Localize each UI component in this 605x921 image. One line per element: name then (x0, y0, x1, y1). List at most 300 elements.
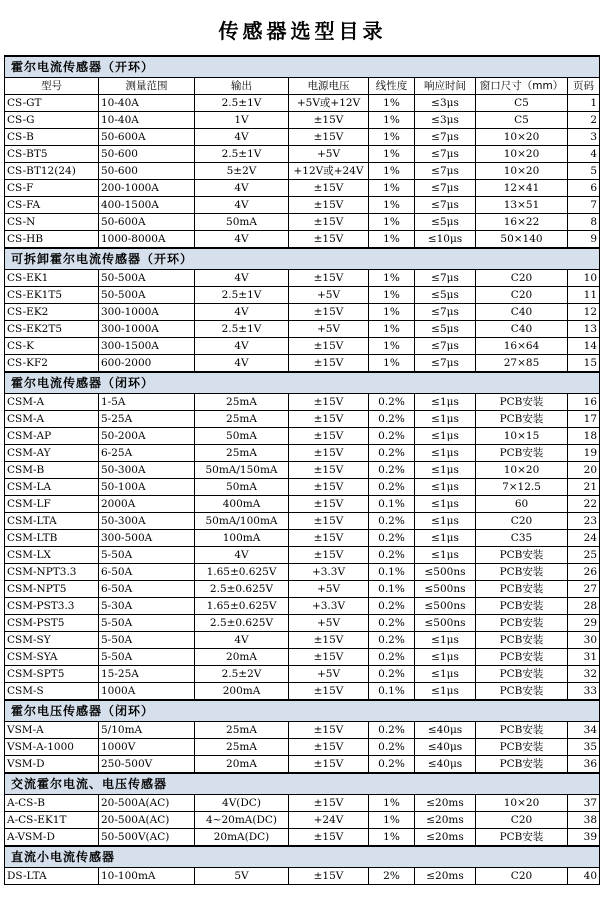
cell-response-time: ≤1μs (415, 547, 476, 564)
cell-range: 5/10mA (99, 722, 195, 739)
cell-range: 5-25A (99, 411, 195, 428)
cell-model: CS-BT5 (5, 146, 99, 163)
cell-page-number: 15 (568, 355, 600, 373)
cell-range: 400-1500A (99, 197, 195, 214)
cell-response-time: ≤1μs (415, 683, 476, 701)
cell-linearity: 0.2% (369, 722, 415, 739)
cell-range: 10-40A (99, 95, 195, 112)
cell-window-size: 10×20 (476, 146, 568, 163)
cell-model: CSM-LTA (5, 513, 99, 530)
cell-range: 250-500V (99, 756, 195, 774)
cell-supply-voltage: ±15V (289, 355, 369, 373)
cell-linearity: 0.2% (369, 666, 415, 683)
cell-range: 50-600A (99, 129, 195, 146)
cell-window-size: 27×85 (476, 355, 568, 373)
cell-supply-voltage: ±15V (289, 394, 369, 411)
cell-page-number: 39 (568, 829, 600, 847)
cell-output: 4~20mA(DC) (195, 812, 289, 829)
cell-response-time: ≤7μs (415, 270, 476, 287)
table-row (5, 615, 600, 632)
cell-window-size: 60 (476, 496, 568, 513)
cell-window-size: Ⅽ20 (476, 812, 568, 829)
cell-response-time: ≤40μs (415, 739, 476, 756)
cell-window-size: PCB安装 (476, 581, 568, 598)
cell-supply-voltage: +5V (289, 321, 369, 338)
cell-supply-voltage: +5V (289, 615, 369, 632)
cell-model: A-CS-EK1T (5, 812, 99, 829)
cell-linearity: 1% (369, 231, 415, 249)
cell-range: 10-40A (99, 112, 195, 129)
cell-range: 6-25A (99, 445, 195, 462)
cell-page-number: 30 (568, 632, 600, 649)
cell-supply-voltage: ±15V (289, 649, 369, 666)
table-row (5, 739, 600, 756)
cell-model: CSM-LF (5, 496, 99, 513)
cell-window-size: 10×20 (476, 462, 568, 479)
table-row (5, 287, 600, 304)
cell-linearity: 0.2% (369, 479, 415, 496)
cell-range: 50-500A (99, 287, 195, 304)
cell-page-number: 32 (568, 666, 600, 683)
cell-output: 20mA (195, 756, 289, 774)
table-row (5, 829, 600, 847)
cell-supply-voltage: ±15V (289, 462, 369, 479)
cell-range: 300-1000A (99, 304, 195, 321)
section-title: 交流霍尔电流、电压传感器 (5, 773, 600, 795)
cell-output: 50mA/100mA (195, 513, 289, 530)
cell-output: 25mA (195, 411, 289, 428)
cell-model: CSM-SPT5 (5, 666, 99, 683)
cell-supply-voltage: ±15V (289, 739, 369, 756)
cell-response-time: ≤1μs (415, 479, 476, 496)
table-row (5, 722, 600, 739)
cell-supply-voltage: ±15V (289, 304, 369, 321)
cell-window-size: PCB安装 (476, 394, 568, 411)
cell-page-number: 37 (568, 795, 600, 812)
cell-page-number: 5 (568, 163, 600, 180)
cell-window-size: PCB安装 (476, 722, 568, 739)
cell-response-time: ≤1μs (415, 411, 476, 428)
cell-supply-voltage: ±15V (289, 270, 369, 287)
cell-page-number: 24 (568, 530, 600, 547)
cell-output: 200mA (195, 683, 289, 701)
cell-window-size: PCB安装 (476, 632, 568, 649)
cell-window-size: Ⅽ20 (476, 287, 568, 304)
cell-page-number: 31 (568, 649, 600, 666)
cell-output: 1.65±0.625V (195, 564, 289, 581)
cell-response-time: ≤5μs (415, 287, 476, 304)
cell-model: VSM-D (5, 756, 99, 774)
cell-range: 300-1000A (99, 321, 195, 338)
cell-page-number: 8 (568, 214, 600, 231)
cell-window-size: PCB安装 (476, 683, 568, 701)
cell-response-time: ≤500ns (415, 581, 476, 598)
table-row (5, 394, 600, 411)
cell-response-time: ≤7μs (415, 304, 476, 321)
cell-output: 50mA (195, 214, 289, 231)
cell-window-size: Ⅽ20 (476, 868, 568, 885)
cell-model: A-VSM-D (5, 829, 99, 847)
cell-window-size: PCB安装 (476, 411, 568, 428)
table-row (5, 756, 600, 774)
cell-range: 20-500A(AC) (99, 795, 195, 812)
cell-window-size: 7×12.5 (476, 479, 568, 496)
cell-range: 50-600 (99, 146, 195, 163)
table-row (5, 231, 600, 249)
cell-output: 2.5±1V (195, 321, 289, 338)
cell-range: 50-200A (99, 428, 195, 445)
cell-supply-voltage: ±15V (289, 868, 369, 885)
cell-response-time: ≤7μs (415, 338, 476, 355)
cell-page-number: 14 (568, 338, 600, 355)
cell-response-time: ≤1μs (415, 530, 476, 547)
cell-page-number: 28 (568, 598, 600, 615)
cell-window-size: PCB安装 (476, 547, 568, 564)
table-row (5, 428, 600, 445)
cell-range: 10-100mA (99, 868, 195, 885)
cell-supply-voltage: ±15V (289, 338, 369, 355)
cell-output: 4V (195, 547, 289, 564)
cell-range: 5-30A (99, 598, 195, 615)
column-header-output: 输出 (195, 78, 289, 95)
cell-range: 1000A (99, 683, 195, 701)
cell-output: 5±2V (195, 163, 289, 180)
cell-linearity: 1% (369, 197, 415, 214)
cell-page-number: 36 (568, 756, 600, 774)
cell-model: CSM-AP (5, 428, 99, 445)
cell-response-time: ≤7μs (415, 129, 476, 146)
cell-range: 5-50A (99, 615, 195, 632)
cell-linearity: 0.2% (369, 756, 415, 774)
cell-linearity: 1% (369, 355, 415, 373)
cell-model: DS-LTA (5, 868, 99, 885)
cell-supply-voltage: ±15V (289, 496, 369, 513)
section-title: 霍尔电流传感器（开环） (5, 56, 600, 78)
table-row (5, 270, 600, 287)
cell-range: 5-50A (99, 547, 195, 564)
cell-response-time: ≤1μs (415, 428, 476, 445)
cell-page-number: 10 (568, 270, 600, 287)
section-header-row (5, 700, 600, 722)
section-title: 霍尔电流传感器（闭环） (5, 372, 600, 394)
cell-page-number: 11 (568, 287, 600, 304)
cell-page-number: 17 (568, 411, 600, 428)
cell-linearity: 0.2% (369, 394, 415, 411)
cell-linearity: 0.1% (369, 581, 415, 598)
cell-linearity: 1% (369, 163, 415, 180)
cell-window-size: PCB安装 (476, 598, 568, 615)
cell-model: A-CS-B (5, 795, 99, 812)
cell-linearity: 0.1% (369, 564, 415, 581)
cell-output: 2.5±2V (195, 666, 289, 683)
cell-output: 2.5±1V (195, 95, 289, 112)
cell-model: CSM-S (5, 683, 99, 701)
cell-page-number: 19 (568, 445, 600, 462)
column-header-range: 测量范围 (99, 78, 195, 95)
cell-window-size: PCB安装 (476, 649, 568, 666)
cell-output: 50mA (195, 479, 289, 496)
cell-window-size: PCB安装 (476, 666, 568, 683)
cell-supply-voltage: ±15V (289, 231, 369, 249)
cell-linearity: 2% (369, 868, 415, 885)
cell-supply-voltage: +3.3V (289, 598, 369, 615)
cell-response-time: ≤1μs (415, 445, 476, 462)
cell-model: CSM-LTB (5, 530, 99, 547)
cell-linearity: 1% (369, 112, 415, 129)
cell-supply-voltage: ±15V (289, 428, 369, 445)
cell-model: VSM-A (5, 722, 99, 739)
cell-supply-voltage: +24V (289, 812, 369, 829)
cell-supply-voltage: ±15V (289, 547, 369, 564)
cell-linearity: 0.2% (369, 598, 415, 615)
table-row (5, 581, 600, 598)
cell-supply-voltage: +5V (289, 146, 369, 163)
table-row (5, 321, 600, 338)
cell-linearity: 1% (369, 812, 415, 829)
cell-supply-voltage: ±15V (289, 530, 369, 547)
cell-supply-voltage: ±15V (289, 722, 369, 739)
cell-supply-voltage: +5V (289, 287, 369, 304)
cell-response-time: ≤20ms (415, 829, 476, 847)
cell-output: 50mA/150mA (195, 462, 289, 479)
cell-linearity: 0.2% (369, 530, 415, 547)
section-header-row (5, 248, 600, 270)
cell-window-size: Ⅽ20 (476, 513, 568, 530)
cell-model: CSM-PST5 (5, 615, 99, 632)
cell-window-size: 10×20 (476, 795, 568, 812)
table-row (5, 496, 600, 513)
cell-supply-voltage: ±15V (289, 632, 369, 649)
cell-range: 5-50A (99, 632, 195, 649)
cell-linearity: 0.2% (369, 547, 415, 564)
cell-supply-voltage: ±15V (289, 829, 369, 847)
cell-range: 6-50A (99, 581, 195, 598)
cell-range: 300-500A (99, 530, 195, 547)
cell-output: 25mA (195, 445, 289, 462)
cell-page-number: 22 (568, 496, 600, 513)
cell-range: 1000-8000A (99, 231, 195, 249)
table-row (5, 868, 600, 885)
cell-range: 50-600 (99, 163, 195, 180)
table-row (5, 197, 600, 214)
section-header-row (5, 372, 600, 394)
column-header-row (5, 78, 600, 95)
section-header-row (5, 773, 600, 795)
section-title: 直流小电流传感器 (5, 846, 600, 868)
cell-model: CS-KF2 (5, 355, 99, 373)
column-header-page-number: 页码 (568, 78, 600, 95)
cell-page-number: 13 (568, 321, 600, 338)
cell-output: 1.65±0.625V (195, 598, 289, 615)
cell-response-time: ≤5μs (415, 321, 476, 338)
cell-output: 1V (195, 112, 289, 129)
cell-supply-voltage: +5V或+12V (289, 95, 369, 112)
cell-range: 50-300A (99, 513, 195, 530)
cell-response-time: ≤1μs (415, 649, 476, 666)
cell-page-number: 16 (568, 394, 600, 411)
page-title: 传感器选型目录 (218, 19, 387, 43)
cell-range: 200-1000A (99, 180, 195, 197)
cell-range: 50-100A (99, 479, 195, 496)
table-row (5, 411, 600, 428)
table-row (5, 598, 600, 615)
cell-supply-voltage: +5V (289, 581, 369, 598)
cell-response-time: ≤7μs (415, 146, 476, 163)
section-header-row (5, 846, 600, 868)
cell-page-number: 25 (568, 547, 600, 564)
cell-window-size: PCB安装 (476, 756, 568, 774)
cell-page-number: 3 (568, 129, 600, 146)
cell-output: 20mA (195, 649, 289, 666)
cell-window-size: PCB安装 (476, 445, 568, 462)
cell-output: 4V (195, 197, 289, 214)
table-row (5, 564, 600, 581)
cell-response-time: ≤1μs (415, 496, 476, 513)
cell-supply-voltage: ±15V (289, 411, 369, 428)
cell-model: CS-GT (5, 95, 99, 112)
cell-range: 6-50A (99, 564, 195, 581)
cell-supply-voltage: +3.3V (289, 564, 369, 581)
table-row (5, 462, 600, 479)
cell-output: 100mA (195, 530, 289, 547)
cell-linearity: 0.1% (369, 683, 415, 701)
cell-page-number: 35 (568, 739, 600, 756)
cell-output: 4V (195, 270, 289, 287)
table-row (5, 649, 600, 666)
cell-supply-voltage: ±15V (289, 112, 369, 129)
cell-linearity: 0.2% (369, 632, 415, 649)
cell-model: CSM-NPT5 (5, 581, 99, 598)
catalog-body (5, 56, 600, 885)
table-row (5, 513, 600, 530)
cell-page-number: 34 (568, 722, 600, 739)
cell-window-size: 50×140 (476, 231, 568, 249)
cell-response-time: ≤1μs (415, 513, 476, 530)
cell-linearity: 0.2% (369, 649, 415, 666)
section-title: 霍尔电压传感器（闭环） (5, 700, 600, 722)
cell-page-number: 2 (568, 112, 600, 129)
table-row (5, 112, 600, 129)
cell-range: 20-500A(AC) (99, 812, 195, 829)
cell-linearity: 0.2% (369, 513, 415, 530)
cell-output: 2.5±1V (195, 146, 289, 163)
cell-model: VSM-A-1000 (5, 739, 99, 756)
cell-page-number: 7 (568, 197, 600, 214)
cell-linearity: 1% (369, 146, 415, 163)
cell-linearity: 0.2% (369, 615, 415, 632)
cell-page-number: 23 (568, 513, 600, 530)
cell-range: 300-1500A (99, 338, 195, 355)
cell-page-number: 20 (568, 462, 600, 479)
cell-page-number: 6 (568, 180, 600, 197)
cell-window-size: PCB安装 (476, 829, 568, 847)
cell-linearity: 0.2% (369, 739, 415, 756)
cell-output: 4V (195, 180, 289, 197)
cell-linearity: 0.2% (369, 462, 415, 479)
cell-linearity: 0.2% (369, 428, 415, 445)
cell-window-size: Ⅽ40 (476, 304, 568, 321)
cell-output: 2.5±1V (195, 287, 289, 304)
cell-output: 4V (195, 231, 289, 249)
section-header-row (5, 56, 600, 78)
cell-output: 4V (195, 355, 289, 373)
cell-window-size: 16×22 (476, 214, 568, 231)
table-row (5, 129, 600, 146)
cell-window-size: 10×15 (476, 428, 568, 445)
cell-linearity: 1% (369, 95, 415, 112)
cell-response-time: ≤10μs (415, 231, 476, 249)
cell-response-time: ≤40μs (415, 722, 476, 739)
column-header-supply-voltage: 电源电压 (289, 78, 369, 95)
section-title: 可拆卸霍尔电流传感器（开环） (5, 248, 600, 270)
cell-linearity: 0.2% (369, 445, 415, 462)
cell-window-size: Ⅽ5 (476, 112, 568, 129)
cell-response-time: ≤7μs (415, 355, 476, 373)
cell-supply-voltage: ±15V (289, 513, 369, 530)
cell-output: 400mA (195, 496, 289, 513)
cell-page-number: 26 (568, 564, 600, 581)
table-row (5, 683, 600, 701)
table-row (5, 214, 600, 231)
cell-response-time: ≤500ns (415, 564, 476, 581)
cell-supply-voltage: ±15V (289, 795, 369, 812)
cell-model: CSM-B (5, 462, 99, 479)
cell-model: CS-EK1T5 (5, 287, 99, 304)
cell-response-time: ≤500ns (415, 615, 476, 632)
cell-output: 4V (195, 129, 289, 146)
cell-supply-voltage: ±15V (289, 683, 369, 701)
cell-model: CS-B (5, 129, 99, 146)
cell-output: 50mA (195, 428, 289, 445)
cell-page-number: 21 (568, 479, 600, 496)
cell-response-time: ≤1μs (415, 394, 476, 411)
cell-window-size: 13×51 (476, 197, 568, 214)
cell-linearity: 0.2% (369, 411, 415, 428)
cell-output: 5V (195, 868, 289, 885)
cell-page-number: 18 (568, 428, 600, 445)
cell-supply-voltage: ±15V (289, 479, 369, 496)
cell-window-size: PCB安装 (476, 739, 568, 756)
cell-range: 50-600A (99, 214, 195, 231)
cell-range: 600-2000 (99, 355, 195, 373)
cell-linearity: 1% (369, 304, 415, 321)
cell-window-size: 16×64 (476, 338, 568, 355)
cell-model: CS-G (5, 112, 99, 129)
column-header-window-size: 窗口尺寸（mm） (476, 78, 568, 95)
cell-model: CSM-AY (5, 445, 99, 462)
cell-model: CSM-SY (5, 632, 99, 649)
table-row (5, 180, 600, 197)
table-row (5, 338, 600, 355)
cell-page-number: 1 (568, 95, 600, 112)
cell-supply-voltage: ±15V (289, 445, 369, 462)
cell-response-time: ≤500ns (415, 598, 476, 615)
cell-response-time: ≤7μs (415, 163, 476, 180)
column-header-response-time: 响应时间 (415, 78, 476, 95)
cell-output: 4V(DC) (195, 795, 289, 812)
cell-linearity: 1% (369, 338, 415, 355)
cell-linearity: 1% (369, 829, 415, 847)
cell-supply-voltage: ±15V (289, 129, 369, 146)
cell-model: CSM-A (5, 394, 99, 411)
table-row (5, 95, 600, 112)
cell-model: CSM-NPT3.3 (5, 564, 99, 581)
table-row (5, 445, 600, 462)
cell-response-time: ≤1μs (415, 666, 476, 683)
cell-response-time: ≤40μs (415, 756, 476, 774)
table-row (5, 304, 600, 321)
cell-range: 5-50A (99, 649, 195, 666)
